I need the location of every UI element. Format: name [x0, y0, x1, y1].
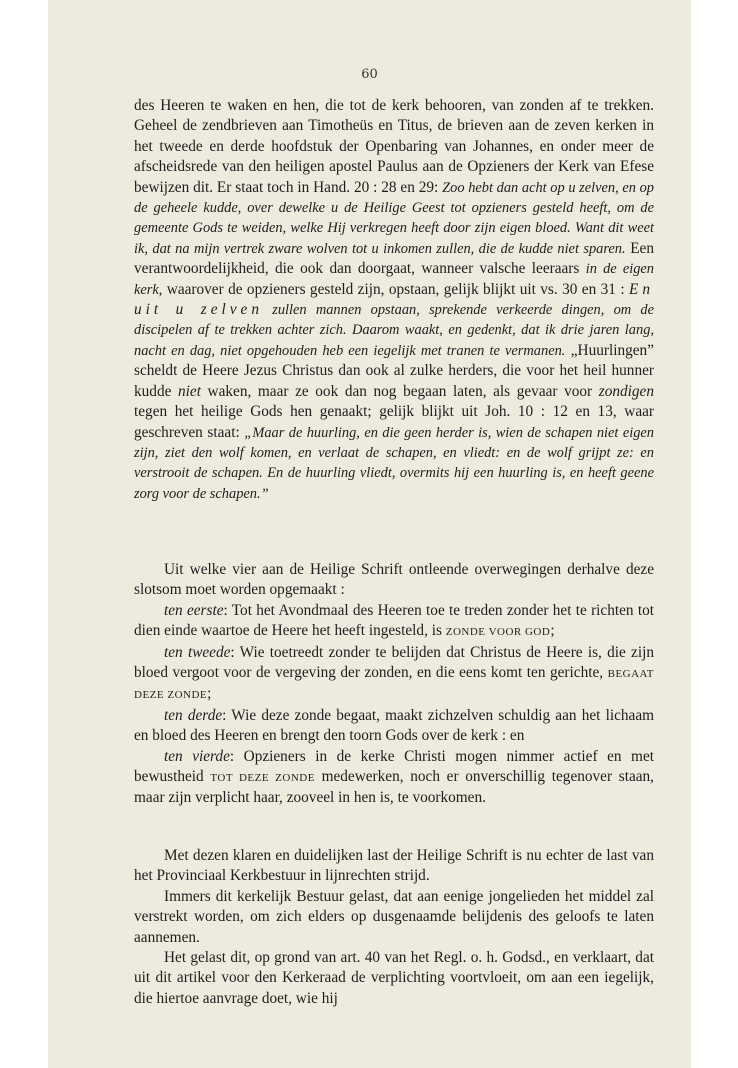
text-run: „Huurlingen” scheldt de Heere Jezus Christus dan ook al zulke herders, die voor het heil hunner kudde [134, 341, 654, 400]
caps-sin-before-god: ZONDE VOOR GOD [445, 626, 551, 639]
paragraph-conclusions [134, 560, 654, 809]
text-run: : Wie deze zonde begaat, maakt zichzelven schuldig aan het lichaam en bloed des Heeren en brengt den toorn Gods over de kerk : en [134, 706, 655, 745]
book-page [48, 0, 691, 1068]
emphasis-own-church: in de eigen kerk, [134, 261, 654, 298]
emphasis-not: niet [178, 382, 201, 400]
conclusion-first [134, 601, 654, 643]
quote-acts-20-30: zullen mannen opstaan, sprekende verkeerde dingen, om de discipelen af te trekken achter zich. Daarom waakt, en gedenkt, dat ik drie jaren lang, nacht en dag, niet opgehouden heb een iegelijk met tranen te vermanen. [134, 302, 654, 359]
paragraph-text [134, 96, 654, 504]
label-first: ten eerste [164, 601, 224, 619]
text-run: : Opzieners in de kerke Christi mogen nimmer actief en met bewustheid [134, 747, 654, 786]
text-run: ; [207, 685, 212, 703]
text-run: des Heeren te waken en hen, die tot de kerk behooren, van zonden af te trekken. Geheel de zendbrieven aan Timotheüs en Titus, de brieven aan de zeven kerken in het tweede en derde hoofdstuk der Openbaring van Johannes, en onder meer de afscheidsrede van den heiligen apostel Paulus aan de Opzieners der Kerk van Efese bewijzen dit. Er staat toch in Hand. 20 : 28 en 29: [134, 97, 654, 196]
text-run: Een verantwoordelijkheid, die ook dan doorgaat, wanneer valsche leeraars [134, 239, 654, 278]
conclusions-intro: Uit welke vier aan de Heilige Schrift ontleende overwegingen derhalve deze slotsom moet worden opgemaakt : [134, 561, 654, 599]
paragraph-scripture-argument [134, 96, 654, 504]
board-conflict: Met dezen klaren en duidelijken last der Heilige Schrift is nu echter de last van het Provinciaal Kerkbestuur in lijnrechten strijd. [134, 847, 654, 885]
text-run: : Tot het Avondmaal des Heeren toe te treden zonder het te richten tot dien einde waartoe de Heere het heeft ingesteld, is [134, 601, 654, 640]
quote-john-10: „Maar de huurling, en die geen herder is, wien de schapen niet eigen zijn, ziet den wolf komen, en verlaat de schapen, en vliedt: en de wolf grijpt ze: en verstrooit de schapen. En de huurling vliedt, overmits hij een huurling is, en heeft geene zorg voor de schapen.” [134, 424, 654, 502]
text-run: tegen het heilige Gods hen genaakt; gelijk blijkt uit Joh. 10 : 12 en 13, waar geschreven staat: [134, 403, 654, 441]
label-third: ten derde [164, 706, 223, 724]
text-run: : Wie toetreedt zonder te belijden dat Christus de Heere is, die zijn bloed vergoot voor de vergeving der zonden, en die eens komt ten gerichte, [134, 643, 654, 682]
conclusion-fourth [134, 747, 654, 809]
caps-to-this-sin: TOT DEZE ZONDE [210, 772, 315, 785]
text-run: waarover de opzieners gesteld zijn, opstaan, gelijk blijkt uit vs. 30 en 31 : [162, 280, 629, 298]
label-second: ten tweede [164, 643, 231, 661]
text-run: waken, maar ze ook dan nog begaan laten, als gevaar voor [200, 382, 599, 400]
board-order: Immers dit kerkelijk Bestuur gelast, dat aan eenige jongelieden het middel zal verstrekt worden, om zich elders op dusgenaamde belijdenis des geloofs te laten aannemen. [134, 887, 654, 946]
emphasis-sinning: zondigen [598, 382, 654, 400]
paragraph-church-board [134, 846, 654, 1009]
board-article-40: Het gelast dit, op grond van art. 40 van het Regl. o. h. Godsd., en verklaart, dat uit dit artikel voor den Kerkeraad de verplichting voortvloeit, om aan een iegelijk, die hiertoe aanvrage doet, wie hij [134, 949, 654, 1007]
label-fourth: ten vierde [164, 747, 230, 765]
text-run: medewerken, noch er onverschillig tegenover staan, maar zijn verplicht haar, zooveel in hen is, te voorkomen. [134, 768, 654, 807]
page-number: 60 [361, 67, 378, 82]
conclusion-third [134, 706, 654, 747]
quote-acts-20: Zoo hebt dan acht op u zelven, en op de geheele kudde, over dewelke u de Heilige Geest tot opzieners gesteld heeft, om de gemeente Gods te weiden, welke Hij verkregen heeft door zijn eigen bloed. Want dit weet ik, dat na mijn vertrek zware wolven tot u inkomen zullen, die de kudde niet sparen. [134, 179, 654, 257]
text-run: ; [550, 622, 555, 640]
caps-commits-this-sin: BEGAAT DEZE ZONDE [134, 668, 654, 702]
conclusion-second [134, 643, 654, 706]
emphasis-from-yourselves: En uit u zelven [134, 280, 654, 319]
